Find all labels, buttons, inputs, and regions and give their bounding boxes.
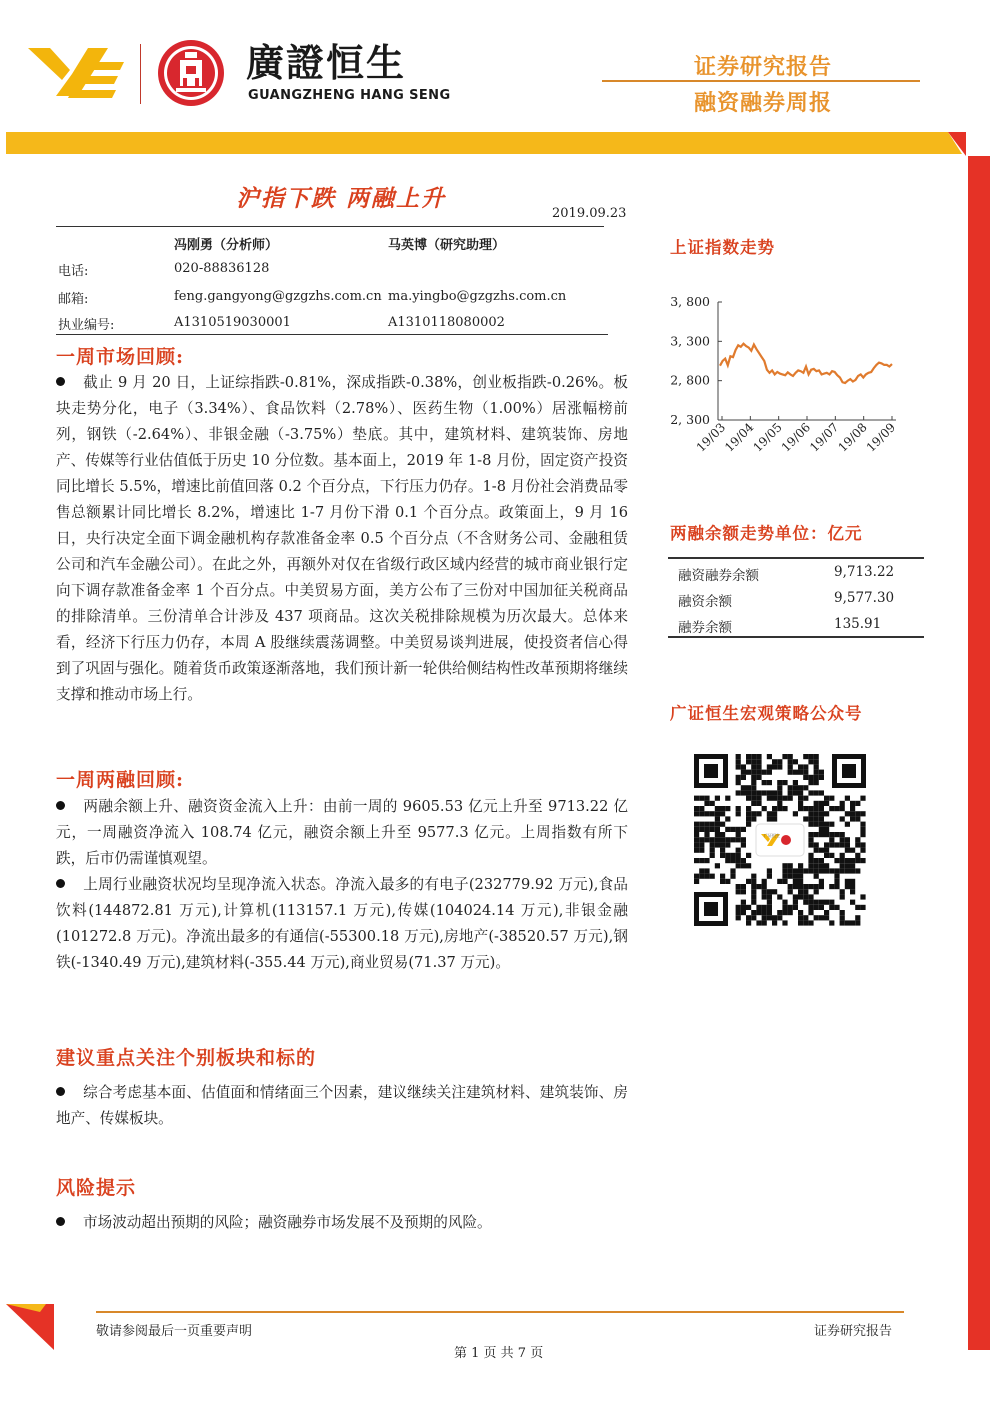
bullet-icon — [56, 879, 65, 888]
index-trend-heading: 上证指数走势 — [670, 238, 775, 257]
index-chart — [662, 286, 912, 478]
focus-bullet — [56, 1080, 628, 1132]
footer-rule — [96, 1311, 904, 1313]
qr-code-icon[interactable] — [694, 754, 866, 926]
margin-review-text-1: 两融余额上升、融资资金流入上升：由前一周的 9605.53 亿元上升至 9713.22 亿元，一周融资净流入 108.74 亿元，融资余额上升至 9577.3 亿元。上周指数有所下跌，后市仍需谨慎观望。 — [56, 798, 628, 867]
margin-review-heading: 一周两融回顾: — [56, 769, 185, 791]
chart-y-tick-label: 3, 800 — [670, 294, 710, 309]
margin-review-bullet-1 — [56, 794, 628, 872]
chart-y-tick-label: 2, 800 — [670, 372, 710, 388]
header-rule — [602, 80, 920, 82]
margin-review-text-2: 上周行业融资状况均呈现净流入状态。净流入最多的有电子(232779.92 万元),食品饮料(144872.81 万元),计算机(113157.1 万元),传媒(104024.14 万元),非银金融(101272.8 万元)。净流出最多的有通信(-55300.18 万元),房地产(-38520.57 万元),钢铁(-1340.49 万元),建筑材料(-355.44 万元),商业贸易(71.37 万元)。 — [56, 876, 628, 971]
bullet-icon — [56, 1217, 65, 1226]
qr-caption: 广证恒生 — [764, 833, 780, 838]
risk-text: 市场波动超出预期的风险；融资融券市场发展不及预期的风险。 — [83, 1214, 492, 1231]
phone-label: 电话: — [58, 264, 89, 279]
right-red-strip — [968, 156, 990, 1350]
chart-y-tick-label: 3, 300 — [670, 333, 710, 349]
header-band — [0, 128, 992, 158]
bullet-icon — [56, 377, 65, 386]
license-label: 执业编号: — [58, 318, 115, 333]
chart-y-tick-label: 2, 300 — [670, 412, 710, 427]
wechat-heading: 广证恒生宏观策略公众号 — [670, 704, 863, 723]
chart-y-ticks — [670, 294, 722, 427]
analyst-email[interactable]: feng.gangyong@gzgzhs.com.cn — [174, 289, 382, 304]
market-review-heading: 一周市场回顾: — [56, 346, 185, 368]
focus-text: 综合考虑基本面、估值面和情绪面三个因素，建议继续关注建筑材料、建筑装饰、房地产、传媒板块。 — [56, 1084, 628, 1127]
logo-separator — [140, 44, 141, 104]
brand-name-cn: 廣證恒生 — [246, 41, 407, 85]
bullet-icon — [56, 1087, 65, 1096]
brand-name-en: GUANGZHENG HANG SENG — [248, 88, 451, 103]
report-title: 沪指下跌 两融上升 — [236, 185, 447, 212]
bullet-icon — [56, 801, 65, 810]
footer-disclaimer: 敬请参阅最后一页重要声明 — [96, 1324, 253, 1339]
authors-rule — [56, 334, 608, 335]
report-date: 2019.09.23 — [552, 206, 627, 221]
chart-x-tick-label: 19/03 — [693, 420, 729, 455]
chart-axes — [718, 302, 896, 420]
margin-table-top-rule — [668, 557, 924, 559]
margin-table-bottom-rule — [668, 636, 924, 638]
chart-x-tick-label: 19/06 — [778, 420, 814, 455]
report-type: 证券研究报告 — [694, 55, 833, 80]
market-review-body: 截止 9 月 20 日，上证综指跌-0.81%，深成指跌-0.38%，创业板指跌-0.26%。板块走势分化，电子（3.34%）、食品饮料（2.78%）、医药生物（1.00%）居涨幅榜前列，钢铁（-2.64%）、非银金融（-3.75%）垫底。其中，建筑材料、建筑装饰、房地产、传媒等行业估值低于历史 10 分位数。基本面上，2019 年 1-8 月份，固定资产投资同比增长 5.5%，增速比前值回落 0.2 个百分点，下行压力仍存。1-8 月份社会消费品零售总额累计同比增长 8.2%，增速比 1-7 月份下滑 0.1 个百分点。政策面上，9 月 16 日，央行决定全面下调金融机构存款准备金率 0.5 个百分点（不含财务公司、金融租赁公司和汽车金融公司）。在此之外，再额外对仅在省级行政区域内经营的城市商业银行定向下调存款准备金率 1 个百分点。中美贸易方面，美方公布了三份对中国加征关税商品的排除清单。三份清单合计涉及 437 项商品。这次关税排除规模为历次最大。总体来看，经济下行压力仍存，本周 A 股继续震荡调整。中美贸易谈判进展，使投资者信心得到了巩固与强化。随着货币政策逐渐落地，我们预计新一轮供给侧结构性改革预期将继续支撑和推动市场上行。 — [56, 374, 628, 703]
footer-page-number: 第 1 页 共 7 页 — [454, 1346, 544, 1361]
chart-x-tick-label: 19/04 — [722, 420, 757, 455]
assistant-email[interactable]: ma.yingbo@gzgzhs.com.cn — [388, 289, 567, 304]
margin-table-value: 9,577.30 — [834, 590, 895, 606]
margin-trend-heading: 两融余额走势单位：亿元 — [670, 524, 863, 543]
margin-table-label: 融券余额 — [678, 620, 732, 636]
margin-table-value: 9,713.22 — [834, 564, 895, 580]
email-label: 邮箱: — [58, 292, 89, 307]
title-rule — [56, 226, 604, 227]
analyst-license: A1310519030001 — [174, 315, 291, 330]
chart-x-tick-label: 19/08 — [835, 420, 870, 455]
risk-heading: 风险提示 — [56, 1177, 137, 1199]
margin-table-label: 融资余额 — [678, 594, 732, 610]
risk-bullet — [56, 1210, 628, 1236]
margin-table-label: 融资融券余额 — [678, 568, 759, 584]
chart-x-tick-label: 19/05 — [750, 420, 785, 455]
report-subtype: 融资融券周报 — [694, 91, 833, 116]
analyst-name: 冯刚勇（分析师） — [174, 238, 279, 253]
margin-review-bullet-2 — [56, 872, 628, 976]
phone-number: 020-88836128 — [174, 261, 270, 276]
assistant-license: A1310118080002 — [388, 315, 505, 330]
margin-table-value: 135.91 — [834, 616, 882, 632]
chart-x-ticks — [694, 416, 898, 455]
focus-heading: 建议重点关注个别板块和标的 — [56, 1047, 317, 1069]
chart-x-tick-label: 19/07 — [807, 420, 842, 455]
index-series-line — [720, 344, 892, 383]
footer-report-label: 证券研究报告 — [814, 1324, 893, 1339]
chart-x-tick-label: 19/09 — [863, 420, 899, 455]
market-review-text — [56, 370, 628, 708]
assistant-name: 马英博（研究助理） — [388, 238, 506, 253]
footer-corner-icon — [6, 1304, 54, 1350]
ye-logo-icon — [28, 44, 124, 102]
seal-logo-icon — [156, 38, 226, 108]
